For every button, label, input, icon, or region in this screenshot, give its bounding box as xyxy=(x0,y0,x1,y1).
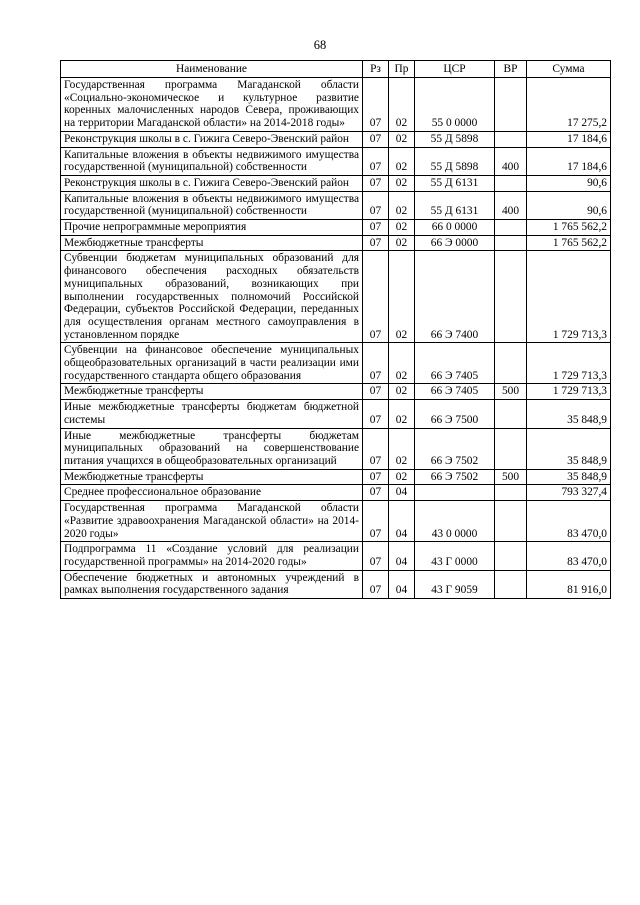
cell-rz: 07 xyxy=(363,501,389,542)
table-row xyxy=(61,384,611,400)
cell-vr: 400 xyxy=(495,147,527,175)
cell-pr: 04 xyxy=(389,542,415,570)
cell-rz: 07 xyxy=(363,220,389,236)
cell-name: Межбюджетные трансферты xyxy=(61,384,363,400)
cell-csr: 66 Э 7500 xyxy=(415,400,495,428)
cell-vr xyxy=(495,542,527,570)
header-csr: ЦСР xyxy=(415,61,495,78)
cell-pr: 02 xyxy=(389,469,415,485)
table-row xyxy=(61,469,611,485)
cell-sum: 1 729 713,3 xyxy=(527,384,611,400)
cell-sum: 90,6 xyxy=(527,175,611,191)
cell-name: Субвенции бюджетам муниципальных образований для финансового обеспечения расходных обязательств муниципальных образований, возникающих при выполнении государственных полномочий Российской Федерации, субъектов Российской Федерации, переданных для осуществления органам местного самоуправления в установленном порядке xyxy=(61,251,363,343)
cell-name: Капитальные вложения в объекты недвижимого имущества государственной (муниципальной) собственности xyxy=(61,191,363,219)
cell-sum: 81 916,0 xyxy=(527,570,611,598)
cell-csr: 66 Э 7502 xyxy=(415,428,495,469)
cell-pr: 02 xyxy=(389,384,415,400)
table-row xyxy=(61,542,611,570)
cell-vr xyxy=(495,570,527,598)
cell-pr: 04 xyxy=(389,570,415,598)
cell-csr: 66 Э 7400 xyxy=(415,251,495,343)
cell-sum: 35 848,9 xyxy=(527,469,611,485)
cell-csr: 43 Г 0000 xyxy=(415,542,495,570)
cell-rz: 07 xyxy=(363,384,389,400)
cell-pr: 02 xyxy=(389,251,415,343)
cell-rz: 07 xyxy=(363,191,389,219)
cell-csr: 66 Э 0000 xyxy=(415,235,495,251)
header-name: Наименование xyxy=(61,61,363,78)
header-sum: Сумма xyxy=(527,61,611,78)
cell-sum: 793 327,4 xyxy=(527,485,611,501)
cell-csr: 55 Д 6131 xyxy=(415,175,495,191)
cell-pr: 04 xyxy=(389,501,415,542)
cell-csr: 55 Д 6131 xyxy=(415,191,495,219)
cell-vr xyxy=(495,131,527,147)
cell-pr: 02 xyxy=(389,131,415,147)
cell-sum: 83 470,0 xyxy=(527,501,611,542)
cell-csr: 66 Э 7405 xyxy=(415,343,495,384)
cell-name: Прочие непрограммные мероприятия xyxy=(61,220,363,236)
cell-rz: 07 xyxy=(363,175,389,191)
table-row xyxy=(61,570,611,598)
cell-vr xyxy=(495,175,527,191)
table-row xyxy=(61,235,611,251)
cell-vr xyxy=(495,400,527,428)
cell-rz: 07 xyxy=(363,469,389,485)
table-row xyxy=(61,78,611,132)
page-number: 68 xyxy=(313,38,327,52)
cell-pr: 02 xyxy=(389,343,415,384)
cell-rz: 07 xyxy=(363,251,389,343)
cell-vr: 400 xyxy=(495,191,527,219)
cell-pr: 02 xyxy=(389,235,415,251)
cell-pr: 04 xyxy=(389,485,415,501)
cell-vr xyxy=(495,428,527,469)
cell-vr xyxy=(495,220,527,236)
cell-sum: 1 765 562,2 xyxy=(527,220,611,236)
cell-pr: 02 xyxy=(389,220,415,236)
table-row xyxy=(61,485,611,501)
cell-name: Субвенции на финансовое обеспечение муниципальных общеобразовательных организаций в части реализации ими государственного стандарта общего образования xyxy=(61,343,363,384)
cell-sum: 17 184,6 xyxy=(527,147,611,175)
cell-name: Обеспечение бюджетных и автономных учреждений в рамках выполнения государственного задания xyxy=(61,570,363,598)
cell-rz: 07 xyxy=(363,78,389,132)
cell-vr xyxy=(495,485,527,501)
budget-table xyxy=(60,60,611,599)
cell-sum: 17 275,2 xyxy=(527,78,611,132)
cell-sum: 1 729 713,3 xyxy=(527,343,611,384)
cell-name: Среднее профессиональное образование xyxy=(61,485,363,501)
table-row xyxy=(61,428,611,469)
cell-sum: 35 848,9 xyxy=(527,400,611,428)
cell-name: Подпрограмма 11 «Создание условий для реализации государственной программы» на 2014-2020 годы» xyxy=(61,542,363,570)
cell-vr xyxy=(495,501,527,542)
header-vr: ВР xyxy=(495,61,527,78)
cell-pr: 02 xyxy=(389,147,415,175)
cell-pr: 02 xyxy=(389,78,415,132)
cell-csr: 66 Э 7405 xyxy=(415,384,495,400)
cell-pr: 02 xyxy=(389,400,415,428)
cell-vr: 500 xyxy=(495,469,527,485)
cell-vr xyxy=(495,251,527,343)
cell-csr: 66 0 0000 xyxy=(415,220,495,236)
cell-vr xyxy=(495,343,527,384)
cell-csr: 55 0 0000 xyxy=(415,78,495,132)
cell-vr xyxy=(495,78,527,132)
table-row xyxy=(61,147,611,175)
cell-csr: 43 0 0000 xyxy=(415,501,495,542)
table-row xyxy=(61,175,611,191)
cell-rz: 07 xyxy=(363,428,389,469)
header-pr: Пр xyxy=(389,61,415,78)
cell-rz: 07 xyxy=(363,485,389,501)
cell-rz: 07 xyxy=(363,542,389,570)
cell-name: Иные межбюджетные трансферты бюджетам бюджетной системы xyxy=(61,400,363,428)
table-row xyxy=(61,191,611,219)
cell-csr: 43 Г 9059 xyxy=(415,570,495,598)
cell-rz: 07 xyxy=(363,570,389,598)
cell-rz: 07 xyxy=(363,131,389,147)
cell-name: Межбюджетные трансферты xyxy=(61,235,363,251)
cell-csr: 55 Д 5898 xyxy=(415,147,495,175)
cell-sum: 90,6 xyxy=(527,191,611,219)
cell-pr: 02 xyxy=(389,428,415,469)
cell-vr: 500 xyxy=(495,384,527,400)
cell-pr: 02 xyxy=(389,175,415,191)
table-body xyxy=(61,78,611,599)
cell-name: Иные межбюджетные трансферты бюджетам муниципальных образований на совершенствование питания учащихся в общеобразовательных организаций xyxy=(61,428,363,469)
cell-name: Государственная программа Магаданской области «Развитие здравоохранения Магаданской области» на 2014-2020 годы» xyxy=(61,501,363,542)
cell-name: Межбюджетные трансферты xyxy=(61,469,363,485)
table-row xyxy=(61,501,611,542)
table-row xyxy=(61,251,611,343)
header-rz: Рз xyxy=(363,61,389,78)
table-row xyxy=(61,400,611,428)
cell-name: Реконструкция школы в с. Гижига Северо-Эвенский район xyxy=(61,175,363,191)
cell-sum: 1 765 562,2 xyxy=(527,235,611,251)
cell-sum: 1 729 713,3 xyxy=(527,251,611,343)
cell-sum: 35 848,9 xyxy=(527,428,611,469)
cell-rz: 07 xyxy=(363,235,389,251)
cell-rz: 07 xyxy=(363,400,389,428)
cell-sum: 17 184,6 xyxy=(527,131,611,147)
cell-rz: 07 xyxy=(363,343,389,384)
table-header-row xyxy=(61,61,611,78)
cell-csr xyxy=(415,485,495,501)
cell-vr xyxy=(495,235,527,251)
cell-pr: 02 xyxy=(389,191,415,219)
cell-name: Государственная программа Магаданской области «Социально-экономическое и культурное развитие коренных малочисленных народов Севера, проживающих на территории Магаданской области» на 2014-2018 годы» xyxy=(61,78,363,132)
cell-name: Реконструкция школы в с. Гижига Северо-Эвенский район xyxy=(61,131,363,147)
table-row xyxy=(61,220,611,236)
cell-name: Капитальные вложения в объекты недвижимого имущества государственной (муниципальной) собственности xyxy=(61,147,363,175)
table-row xyxy=(61,343,611,384)
cell-rz: 07 xyxy=(363,147,389,175)
cell-csr: 66 Э 7502 xyxy=(415,469,495,485)
cell-sum: 83 470,0 xyxy=(527,542,611,570)
table-row xyxy=(61,131,611,147)
cell-csr: 55 Д 5898 xyxy=(415,131,495,147)
